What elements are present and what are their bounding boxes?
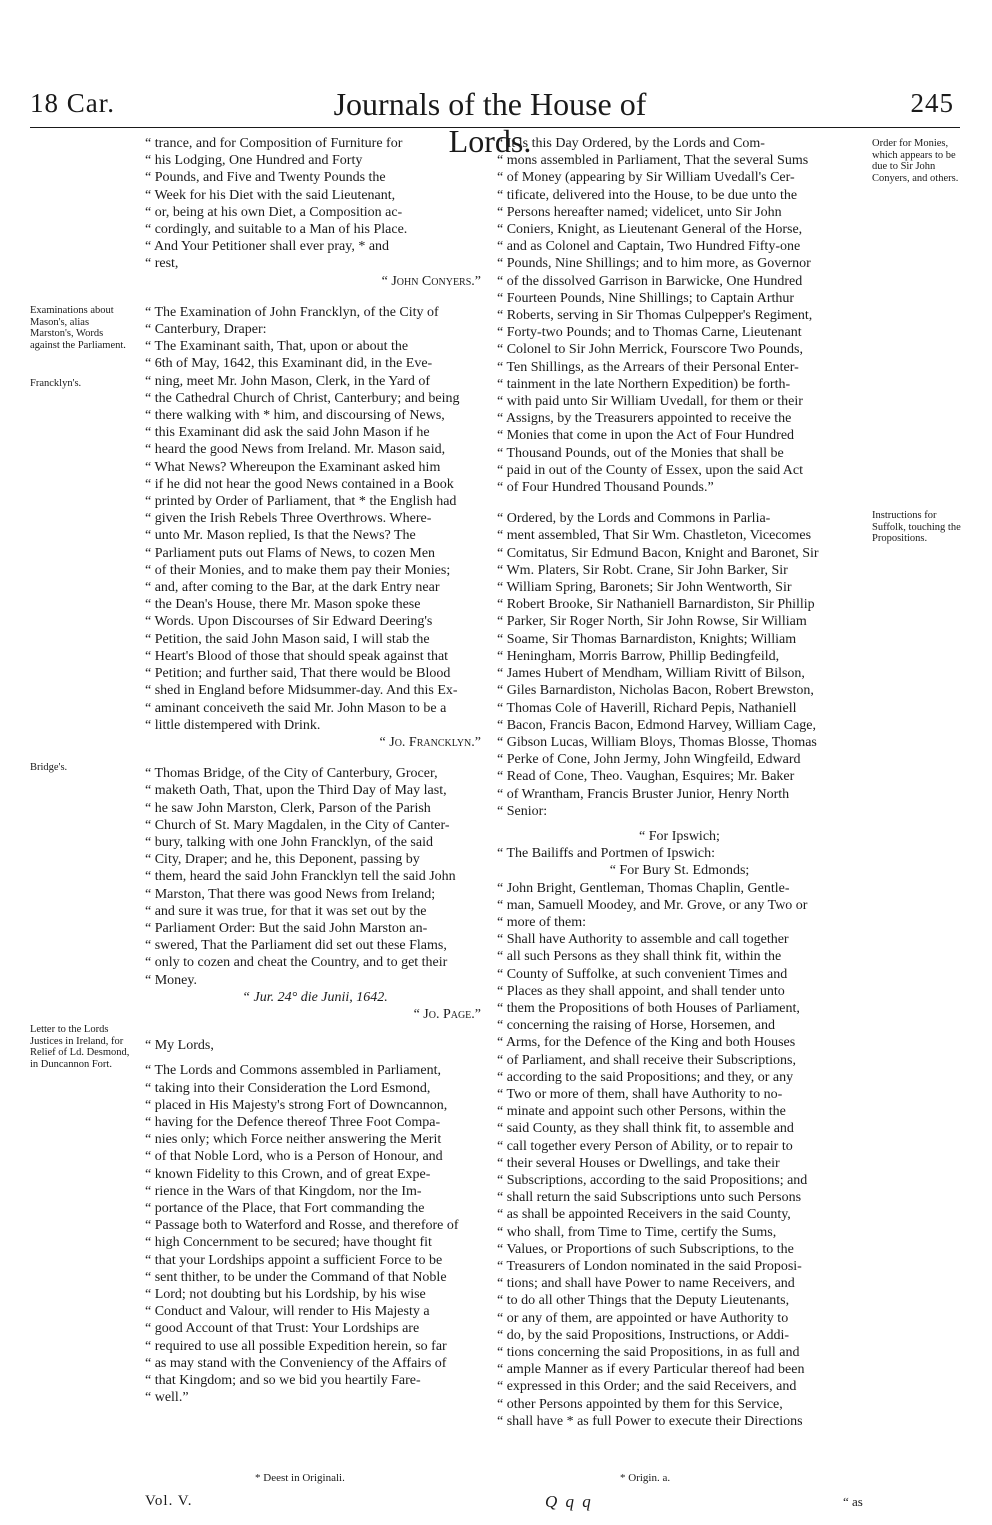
- petition-ending: “ trance, and for Composition of Furniture for “ his Lodging, One Hundred and Forty “ Pounds, and Five and Twenty Pounds the “ Week for his Diet with the said Lieutenant, “ or, being at his own Diet, a Composition ac- “ cordingly, and suitable to a Man of his Place. “ And Your Petitioner shall ever pray, * and “ rest,: [145, 136, 408, 272]
- bury-commissioners: “ John Bright, Gentleman, Thomas Chaplin, Gentle- “ man, Samuell Moodey, and Mr. Grove, or any Two or “ more of them:: [497, 880, 808, 930]
- header-title: Journals of the House of Lords.: [333, 86, 647, 159]
- heading-for-ipswich: “ For Ipswich;: [639, 828, 720, 844]
- examination-francklyn: “ The Examinant saith, That, upon or about the “ 6th of May, 1642, this Examinant did, in the Eve- “ ning, meet Mr. John Mason, Clerk, in the Yard of “ the Cathedral Church of Christ, Canterbury; and being “ there walking with * him, and discoursing of News, “ this Examinant did ask the said John Mason if he “ heard the good News from Ireland. Mr. Mason said, “ What News? Whereupon the Examinant asked him “ if he did not hear the good News contained in a Book “ printed by Order of Parliament, that * the English had “ given the Irish Rebels Three Overthrows. Where- “ unto Mr. Mason replied, Is that the News? The “ Parliament puts out Flams of News, to cozen Men “ of their Monies, and to make them pay their Monies; “ and, after coming to the Bar, at the dark Entry near “ the Dean's House, there Mr. Mason spoke these “ Words. Upon Discourses of Sir Edward Deering's “ Petition, the said John Mason said, I will stab the “ Heart's Blood of those that should speak against that “ Petition; and further said, That there would be Blood “ shed in England before Midsummer-day. And this Ex- “ aminant conceiveth the said Mr. John Mason to be a “ little distempered with Drink.: [145, 339, 460, 733]
- margin-note-francklyn: Francklyn's.: [30, 378, 82, 389]
- volume-number: Vol. V.: [145, 1493, 193, 1509]
- letter-salutation: “ My Lords,: [145, 1038, 214, 1054]
- printer-signature: Q q q: [545, 1492, 593, 1511]
- examination-heading: “ The Examination of John Francklyn, of the City of “ Canterbury, Draper:: [145, 304, 439, 338]
- margin-note-order-monies: Order for Monies, which appears to be due to Sir John Conyers, and others.: [872, 138, 959, 184]
- signature-francklyn: “ Jo. Francklyn.”: [379, 734, 481, 750]
- column-left: [145, 135, 485, 1406]
- order-monies-text: “ It is this Day Ordered, by the Lords and Com- “ mons assembled in Parliament, That the several Sums “ of Money (appearing by Sir William Uvedall's Cer- “ tificate, delivered into the House, to be due unto the “ Persons hereafter named; videlicet, unto Sir John “ Coniers, Knight, as Lieutenant General of the Horse, “ and as Colonel and Captain, Two Hundred Fifty-one “ Pounds, Nine Shillings; and to him more, as Governor “ of the dissolved Garrison in Barwicke, One Hundred “ Fourteen Pounds, Nine Shillings; to Captain Arthur “ Roberts, serving in Sir Thomas Culpepper's Regiment, “ Forty-two Pounds; and to Thomas Carne, Lieutenant “ Colonel to Sir John Merrick, Fourscore Two Pounds, “ Ten Shillings, as the Arrears of their Personal Enter- “ tainment in the late Northern Expedition) be forth- “ with paid unto Sir William Uvedall, for them or their “ Assigns, by the Treasurers appointed to receive the “ Monies that come in upon the Act of Four Hundred “ Thousand Pounds, out of the Monies that shall be “ paid in out of the County of Essex, upon the said Act “ of Four Hundred Thousand Pounds.”: [497, 136, 813, 496]
- header-page-number: 245: [910, 88, 954, 118]
- catchword: “ as: [843, 1494, 863, 1509]
- signature-conyers: “ John Conyers.”: [381, 273, 481, 289]
- margin-note-suffolk: Instructions for Suffolk, touching the Propositions.: [872, 510, 961, 544]
- header-regnal-year: 18 Car.: [30, 88, 115, 118]
- authority-text: “ Shall have Authority to assemble and call together “ all such Persons as they shall think fit, within the “ County of Suffolke, at such convenient Times and “ Places as they shall appoint, and shall tender unto “ them the Propositions of both Houses of Parliament, “ concerning the raising of Horse, Horsemen, and “ Arms, for the Defence of the King and both Houses “ of Parliament, and shall receive their Subscriptions, “ according to the said Propositions; and they, or any “ Two or more of them, shall have Authority to no- “ minate and appoint such other Persons, within the “ said County, as they shall think fit, to assemble and “ call together every Person of Ability, or to repair to “ their several Houses or Dwellings, and take their “ Subscriptions, according to the said Propositions; and “ shall return the said Subscriptions unto such Persons “ as shall be appointed Receivers in the said County, “ who shall, from Time to Time, certify the Sums, “ Values, or Proportions of such Subscriptions, to the “ Treasurers of London nominated in the said Proposi- “ tions; and shall have Power to name Receivers, and “ to do all other Things that the Deputy Lieutenants, “ or any of them, are appointed or have Authority to “ do, by the said Propositions, Instructions, or Addi- “ tions concerning the said Propositions, in as full and “ ample Manner as if every Particular thereof had been “ expressed in this Order; and the said Receivers, and “ other Persons appointed by them for this Service, “ shall have * as full Power to execute their Directions: [497, 932, 808, 1429]
- margin-note-examinations: Examinations about Mason's, alias Marston's, Words against the Parliament.: [30, 305, 126, 351]
- letter-body: “ The Lords and Commons assembled in Parliament, “ taking into their Consideration the Lord Esmond, “ placed in His Majesty's strong Fort of Downcannon, “ having for the Defence thereof Three Foot Compa- “ nies only; which Force neither answering the Merit “ of that Noble Lord, who is a Person of Honour, and “ known Fidelity to this Crown, and of great Expe- “ rience in the Wars of that Kingdom, nor the Im- “ portance of the Place, that Fort commanding the “ Passage both to Waterford and Rosse, and therefore of “ high Concernment to be secured; have thought fit “ that your Lordships appoint a sufficient Force to be “ sent thither, to be under the Command of that Noble “ Lord; not doubting but his Lordship, by his wise “ Conduct and Valour, will render to His Majesty a “ good Account of that Trust: Your Lordships are “ required to use all possible Expedition herein, so far “ as may stand with the Conveniency of the Affairs of “ that Kingdom; and so we bid you heartily Fare- “ well.”: [145, 1063, 459, 1406]
- header-rule: [30, 127, 960, 128]
- deposition-bridge: “ Thomas Bridge, of the City of Canterbury, Grocer, “ maketh Oath, That, upon the Third Day of May last, “ he saw John Marston, Clerk, Parson of the Parish “ Church of St. Mary Magdalen, in the City of Canter- “ bury, talking with one John Francklyn, of the said “ City, Draper; and he, this Deponent, passing by “ them, heard the said John Francklyn tell the said John “ Marston, That there was good News from Ireland; “ and sure it was true, for that it was set out by the “ Parliament Order: But the said John Marston an- “ swered, That the Parliament did set out these Flams, “ only to cozen and cheat the Country, and to get their “ Money.: [145, 766, 456, 988]
- margin-note-letter: Letter to the Lords Justices in Ireland, for Relief of Ld. Desmond, in Duncannon Fort.: [30, 1024, 130, 1070]
- signature-page: “ Jo. Page.”: [413, 1006, 481, 1022]
- footnote-left: * Deest in Originali.: [255, 1472, 345, 1484]
- jurat-date: “ Jur. 24° die Junii, 1642.: [242, 989, 388, 1005]
- running-header: [0, 86, 992, 159]
- footnote-right: * Origin. a.: [620, 1472, 671, 1484]
- heading-for-bury: “ For Bury St. Edmonds;: [609, 863, 750, 879]
- column-right: [497, 135, 862, 1430]
- bailiffs-ipswich: “ The Bailiffs and Portmen of Ipswich:: [497, 846, 715, 862]
- margin-note-bridge: Bridge's.: [30, 762, 68, 773]
- order-suffolk-text: “ Ordered, by the Lords and Commons in Parlia- “ ment assembled, That Sir Wm. Chastleton, Vicecomes “ Comitatus, Sir Edmund Bacon, Knight and Baronet, Sir “ Wm. Platers, Sir Robt. Crane, Sir John Barker, Sir “ William Spring, Baronets; Sir John Wentworth, Sir “ Robert Brooke, Sir Nathaniell Barnardiston, Sir Phillip “ Parker, Sir Roger North, Sir John Rowse, Sir William “ Soame, Sir Thomas Barnardiston, Knights; William “ Heningham, Morris Barrow, Phillip Bedingfeild, “ James Hubert of Mendham, William Rivitt of Bilson, “ Giles Barnardiston, Nicholas Bacon, Robert Brewston, “ Thomas Cole of Haverill, Richard Pepis, Nathaniell “ Bacon, Francis Bacon, Edmond Harvey, William Cage, “ Gibson Lucas, William Bloys, Thomas Blosse, Thomas “ Perke of Cone, John Jermy, John Wingfeild, Edward “ Read of Cone, Theo. Vaughan, Esquires; Mr. Baker “ of Wrantham, Francis Bruster Junior, Henry North “ Senior:: [497, 511, 819, 819]
